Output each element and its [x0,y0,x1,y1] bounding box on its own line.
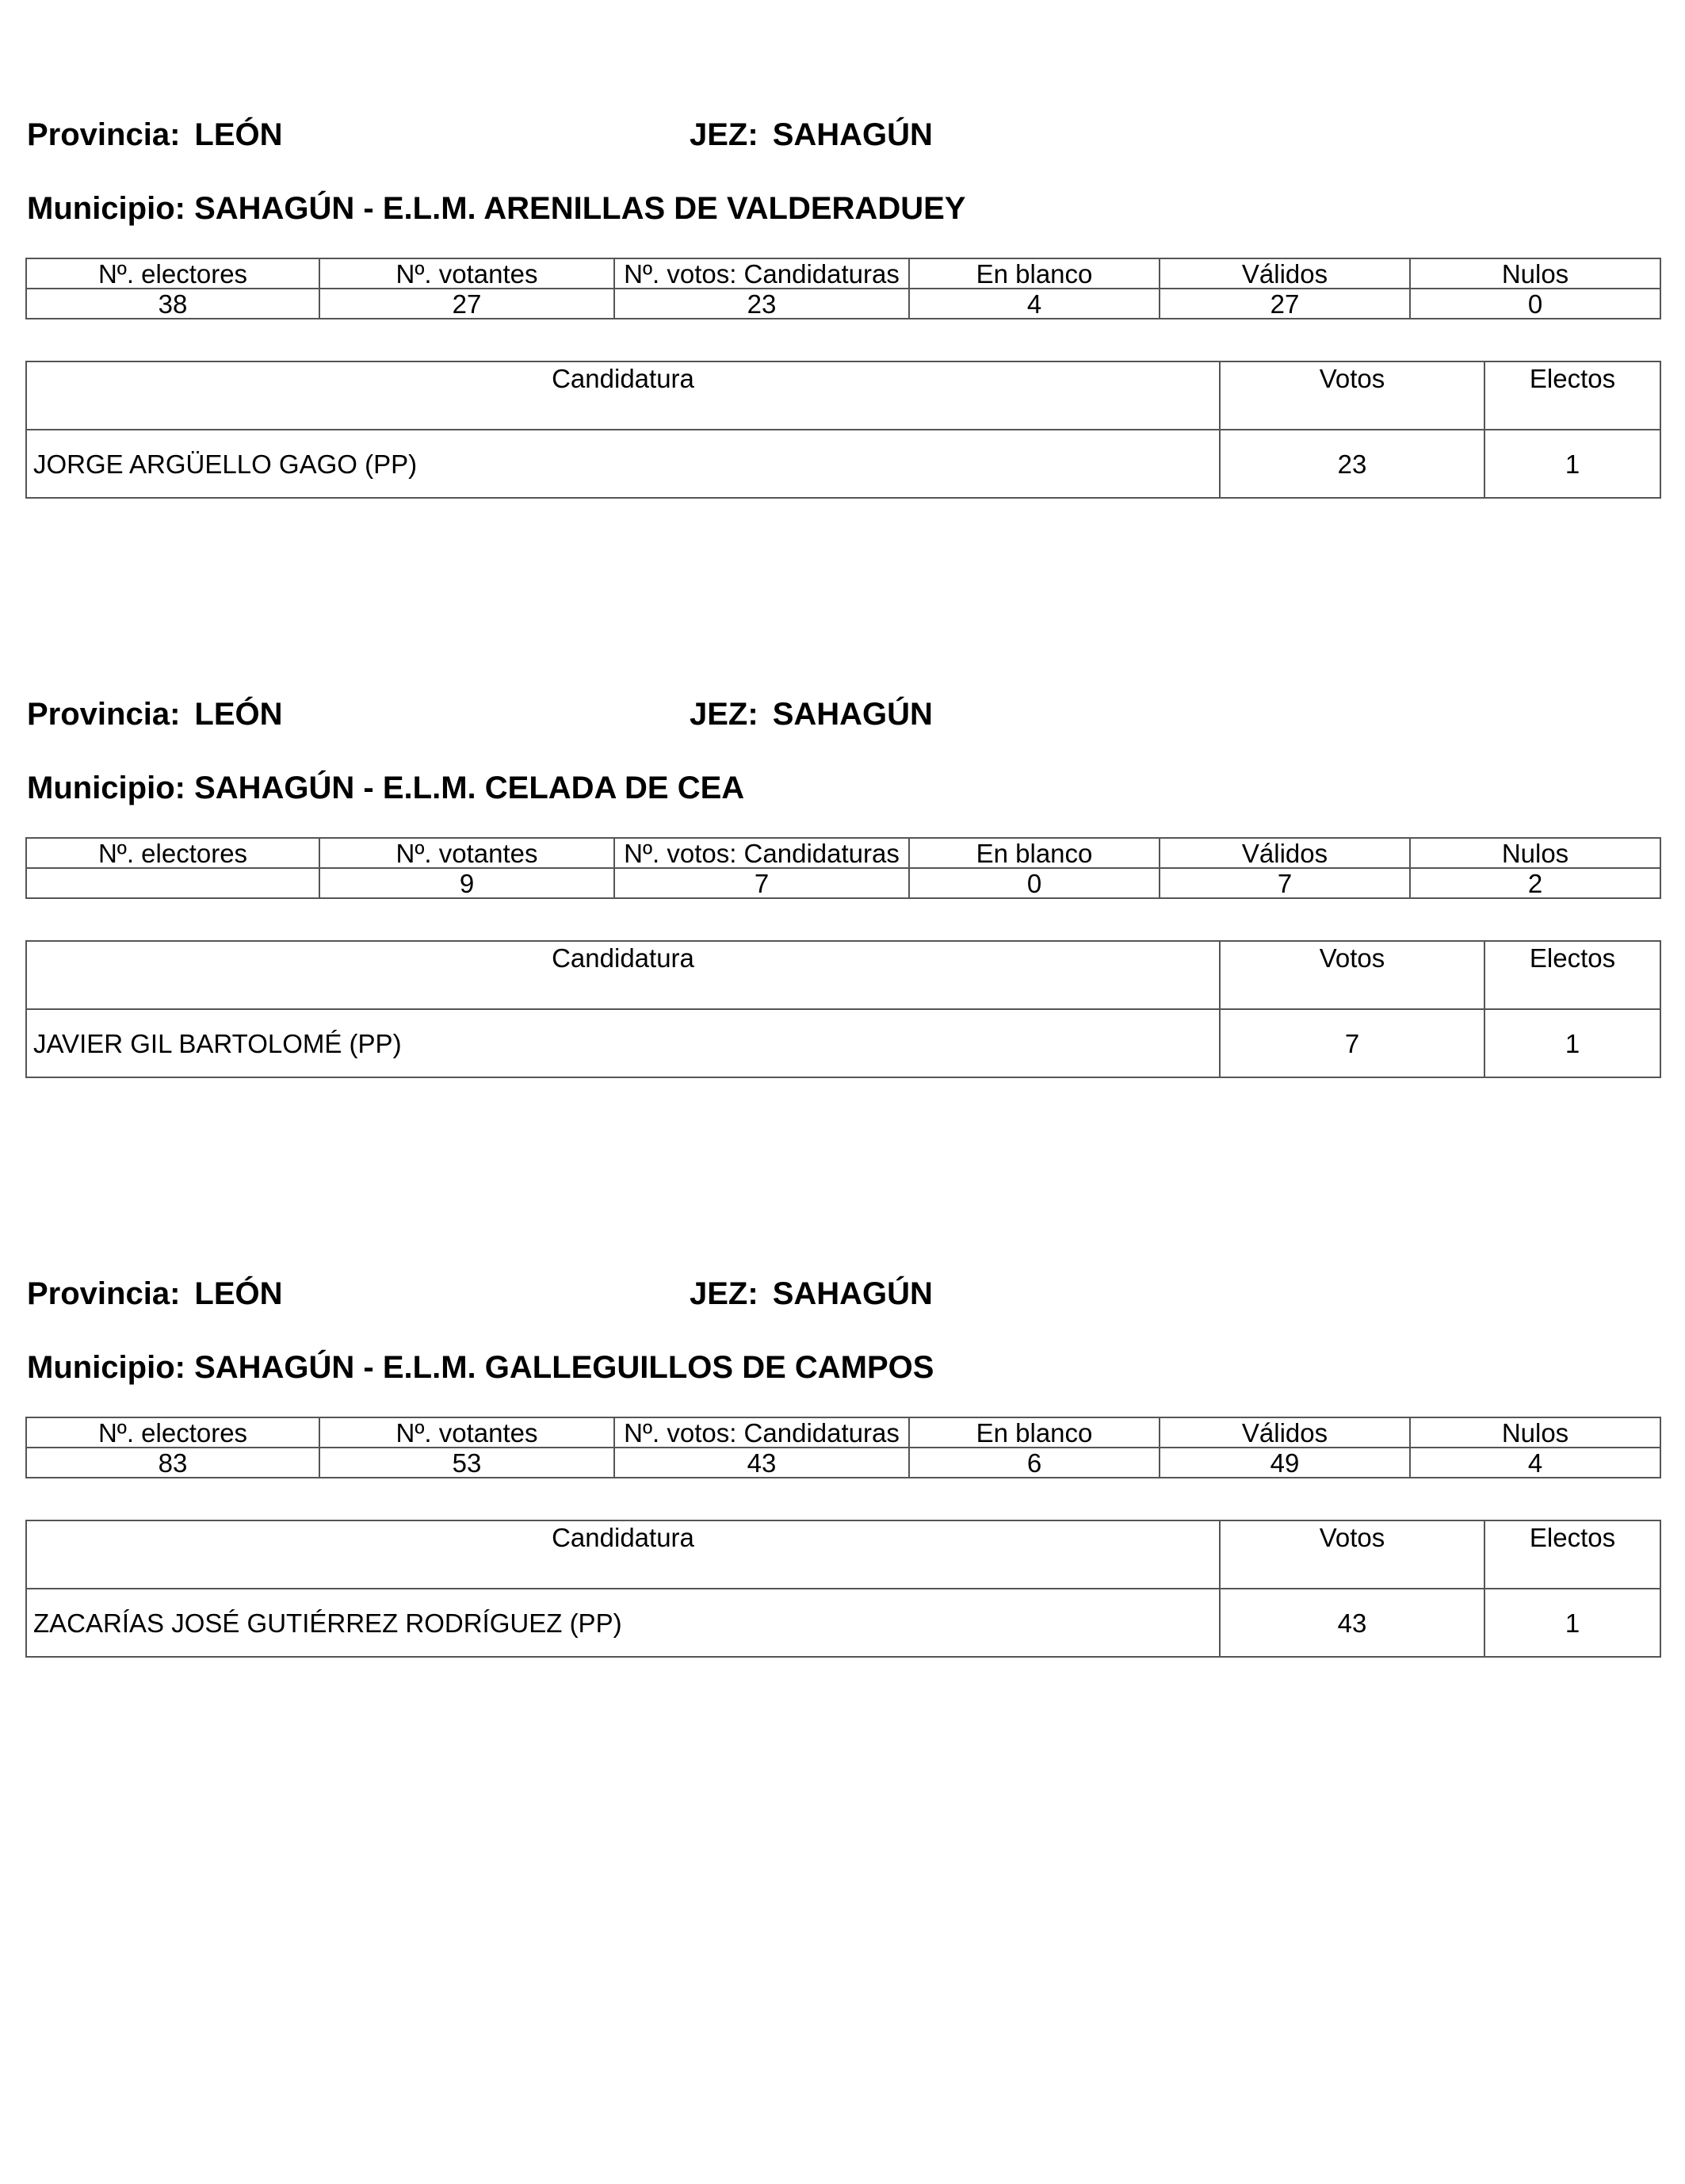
votos-header: Votos [1220,1520,1484,1589]
stats-header-cell: En blanco [909,838,1160,868]
jez-line [690,1278,933,1310]
stats-value-cell: 27 [319,289,614,319]
candidatura-header: Candidatura [26,941,1220,1009]
stats-header-row [26,1417,1660,1448]
stats-value-cell: 38 [26,289,319,319]
stats-value-cell: 7 [1160,868,1410,898]
stats-header-cell: Nulos [1410,258,1660,289]
stats-value-cell: 0 [909,868,1160,898]
provincia-line [27,698,283,730]
provincia-line [27,119,283,151]
jez-value: SAHAGÚN [772,1276,933,1311]
stats-value-cell: 49 [1160,1448,1410,1478]
provincia-label: Provincia: [27,1276,181,1311]
municipio-label: Municipio: [27,1350,185,1385]
votos-header: Votos [1220,941,1484,1009]
candidatura-header-row [26,1520,1660,1589]
provincia-line [27,1278,283,1310]
municipio-label: Municipio: [27,771,185,805]
provincia-value: LEÓN [194,117,283,152]
provincia-label: Provincia: [27,697,181,732]
stats-value-cell: 83 [26,1448,319,1478]
jez-line [690,119,933,151]
stats-header-cell: Válidos [1160,838,1410,868]
municipio-line [27,193,965,224]
candidatura-row [26,430,1660,498]
provincia-label: Provincia: [27,117,181,152]
municipio-value: SAHAGÚN - E.L.M. GALLEGUILLOS DE CAMPOS [194,1350,934,1385]
electos-value: 1 [1484,1009,1660,1077]
candidatura-name: JORGE ARGÜELLO GAGO (PP) [26,430,1220,498]
electos-value: 1 [1484,1589,1660,1657]
municipio-line [27,1352,934,1383]
stats-value-cell [26,868,319,898]
stats-value-cell: 9 [319,868,614,898]
jez-label: JEZ: [690,1276,758,1311]
jez-value: SAHAGÚN [772,697,933,732]
stats-header-cell: Nº. votos: Candidaturas [614,1417,909,1448]
stats-table [25,258,1661,319]
stats-header-row [26,838,1660,868]
stats-value-cell: 0 [1410,289,1660,319]
jez-label: JEZ: [690,697,758,732]
municipio-label: Municipio: [27,191,185,226]
stats-header-cell: Nº. votantes [319,838,614,868]
stats-table [25,837,1661,899]
stats-header-cell: Nulos [1410,1417,1660,1448]
provincia-value: LEÓN [194,697,283,732]
electos-value: 1 [1484,430,1660,498]
candidatura-table [25,1520,1661,1658]
municipio-value: SAHAGÚN - E.L.M. CELADA DE CEA [194,771,745,805]
candidatura-name: ZACARÍAS JOSÉ GUTIÉRREZ RODRÍGUEZ (PP) [26,1589,1220,1657]
votos-value: 43 [1220,1589,1484,1657]
stats-header-cell: Nº. electores [26,258,319,289]
electos-header: Electos [1484,941,1660,1009]
stats-value-cell: 4 [909,289,1160,319]
stats-table [25,1417,1661,1478]
stats-value-cell: 23 [614,289,909,319]
stats-header-cell: Nº. votantes [319,1417,614,1448]
stats-value-cell: 53 [319,1448,614,1478]
stats-value-cell: 7 [614,868,909,898]
stats-header-cell: Nº. electores [26,838,319,868]
stats-header-cell: Nº. votantes [319,258,614,289]
stats-value-row [26,1448,1660,1478]
stats-header-cell: Válidos [1160,258,1410,289]
stats-header-cell: Nº. votos: Candidaturas [614,838,909,868]
stats-header-cell: En blanco [909,258,1160,289]
candidatura-table [25,940,1661,1078]
stats-value-cell: 27 [1160,289,1410,319]
stats-value-row [26,868,1660,898]
candidatura-header: Candidatura [26,361,1220,430]
stats-header-row [26,258,1660,289]
votos-value: 7 [1220,1009,1484,1077]
stats-header-cell: Nº. votos: Candidaturas [614,258,909,289]
candidatura-row [26,1589,1660,1657]
jez-line [690,698,933,730]
votos-value: 23 [1220,430,1484,498]
stats-header-cell: Nº. electores [26,1417,319,1448]
votos-header: Votos [1220,361,1484,430]
candidatura-header-row [26,941,1660,1009]
stats-value-cell: 6 [909,1448,1160,1478]
stats-value-cell: 2 [1410,868,1660,898]
stats-value-cell: 4 [1410,1448,1660,1478]
stats-header-cell: Nulos [1410,838,1660,868]
stats-value-cell: 43 [614,1448,909,1478]
candidatura-table [25,361,1661,499]
municipio-line [27,772,744,804]
stats-header-cell: En blanco [909,1417,1160,1448]
candidatura-row [26,1009,1660,1077]
candidatura-header: Candidatura [26,1520,1220,1589]
stats-value-row [26,289,1660,319]
electos-header: Electos [1484,1520,1660,1589]
candidatura-name: JAVIER GIL BARTOLOMÉ (PP) [26,1009,1220,1077]
stats-header-cell: Válidos [1160,1417,1410,1448]
candidatura-header-row [26,361,1660,430]
municipio-value: SAHAGÚN - E.L.M. ARENILLAS DE VALDERADUEY [194,191,966,226]
jez-label: JEZ: [690,117,758,152]
electos-header: Electos [1484,361,1660,430]
provincia-value: LEÓN [194,1276,283,1311]
jez-value: SAHAGÚN [772,117,933,152]
